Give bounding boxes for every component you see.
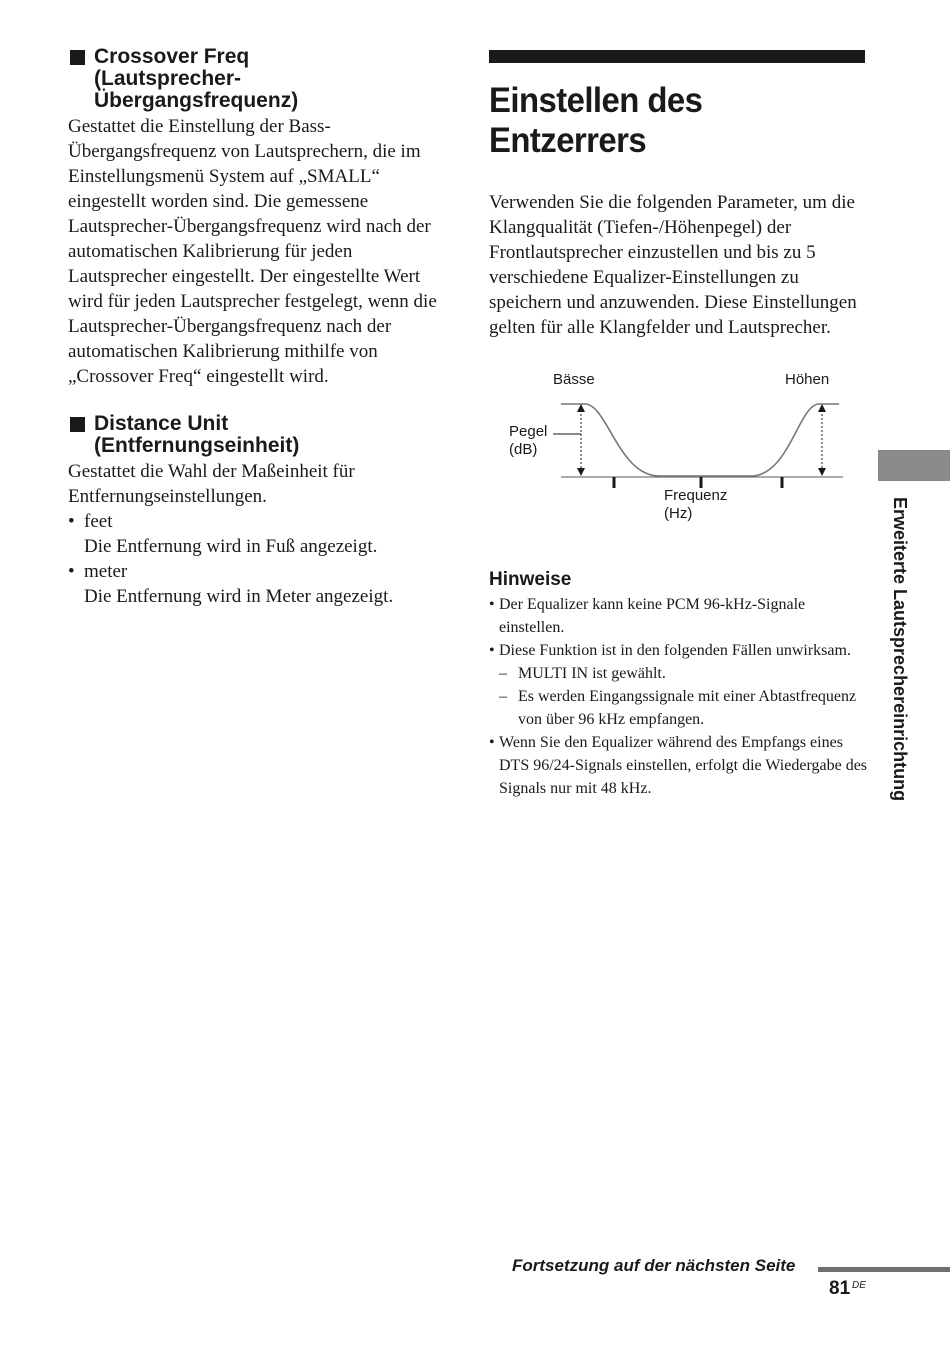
option-label: meter	[84, 561, 128, 582]
bullet-icon: •	[68, 511, 75, 532]
page-title: Einstellen des Entzerrers	[489, 81, 703, 160]
notes-list	[489, 593, 867, 800]
arrow-up-icon	[577, 404, 585, 412]
bullet-icon: •	[489, 596, 495, 613]
equalizer-diagram	[489, 364, 867, 544]
intro-paragraph: Verwenden Sie die folgenden Parameter, um die Klangqualität (Tiefen-/Höhenpegel) der Frontlautsprecher einzustellen und bis zu 5 verschiedene Equalizer-Einstellungen zu speichern und anzuwenden. Diese Einstellungen gelten für alle Klangfelder und Lautsprecher.	[489, 192, 857, 338]
arrow-down-icon	[818, 468, 826, 476]
heading-square-icon	[70, 50, 85, 65]
option-meter	[68, 559, 446, 584]
right-column	[489, 50, 867, 800]
option-label: feet	[84, 511, 113, 532]
option-description: Die Entfernung wird in Fuß angezeigt.	[84, 536, 378, 557]
bullet-icon: •	[68, 561, 75, 582]
section-heading-distance-unit: Distance Unit (Entfernungseinheit)	[68, 413, 446, 457]
dash-icon: –	[499, 688, 507, 705]
bullet-icon: •	[489, 734, 495, 751]
label-treble: Höhen	[785, 371, 830, 388]
distance-unit-description: Gestattet die Wahl der Maßeinheit für Entfernungseinstellungen.	[68, 461, 355, 507]
note-item: • Der Equalizer kann keine PCM 96-kHz-Signale einstellen.	[489, 593, 867, 639]
continued-rule	[818, 1267, 950, 1272]
equalizer-curve	[561, 404, 839, 476]
heading-square-icon	[70, 417, 85, 432]
label-level-unit: (dB)	[509, 441, 538, 458]
left-column	[68, 46, 446, 609]
crossover-freq-description: Gestattet die Einstellung der Bass-Übergangsfrequenz von Lautsprechern, die im Einstellungsmenü System auf „SMALL“ eingestellt worden sind. Die gemessene Lautsprecher-Übergangsfrequenz wird nach der automatischen Kalibrierung für jeden Lautsprecher eingestellt. Der eingestellte Wert wird für jeden Lautsprecher festgelegt, wenn die Lautsprecher-Übergangsfrequenz nach der automatischen Kalibrierung mithilfe von „Crossover Freq“ eingestellt wird.	[68, 116, 437, 387]
title-rule	[489, 50, 865, 63]
arrow-up-icon	[818, 404, 826, 412]
bullet-icon: •	[489, 642, 495, 659]
option-description: Die Entfernung wird in Meter angezeigt.	[84, 586, 394, 607]
arrow-down-icon	[577, 468, 585, 476]
page-number-suffix: DE	[852, 1280, 866, 1291]
chapter-label: Erweiterte Lautsprechereinrichtung	[890, 497, 910, 802]
notes-heading: Hinweise	[489, 569, 572, 590]
note-item: • Diese Funktion ist in den folgenden Fällen unwirksam.	[489, 639, 867, 662]
note-item: • Wenn Sie den Equalizer während des Empfangs eines DTS 96/24-Signals einstellen, erfolgt die Wiedergabe des Signals nur mit 48 kHz.	[489, 731, 867, 800]
label-level: Pegel	[509, 423, 548, 440]
label-frequency: Frequenz	[664, 487, 728, 504]
section-heading-crossover-freq: Crossover Freq (Lautsprecher- Übergangsfrequenz)	[68, 46, 446, 112]
page-number: 81	[829, 1278, 851, 1299]
note-subitem: – Es werden Eingangssignale mit einer Abtastfrequenz von über 96 kHz empfangen.	[489, 685, 867, 731]
option-feet	[68, 509, 446, 534]
continued-note: Fortsetzung auf der nächsten Seite	[512, 1256, 796, 1275]
note-subitem: – MULTI IN ist gewählt.	[489, 662, 867, 685]
label-frequency-unit: (Hz)	[664, 505, 693, 522]
chapter-tab	[878, 450, 950, 481]
label-bass: Bässe	[553, 371, 595, 388]
dash-icon: –	[499, 665, 507, 682]
